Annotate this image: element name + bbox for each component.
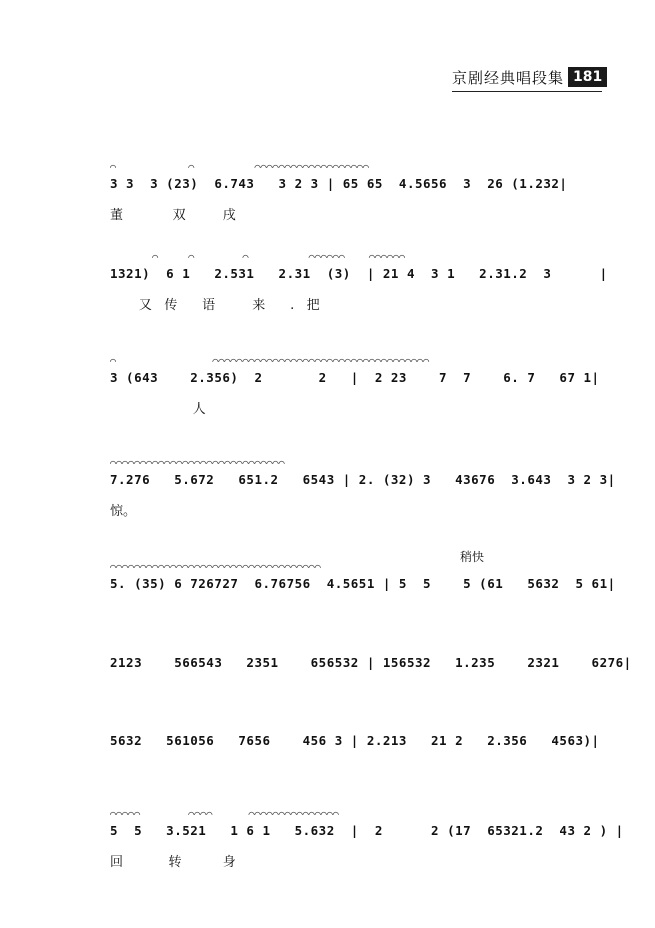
jianpu-notes: 5 5 3.521 1 6 1 5.632 | 2 2 (17 65321.2 43 2 ) | — [110, 823, 624, 838]
lyrics: 回 转 身 — [110, 855, 236, 870]
slur-marks: ⌒ ⌒⌒⌒⌒⌒⌒⌒⌒⌒⌒⌒⌒⌒⌒⌒⌒⌒⌒⌒⌒⌒⌒⌒⌒⌒⌒⌒⌒⌒⌒⌒⌒⌒⌒⌒⌒ — [110, 356, 430, 367]
lyrics: 董 双 戌 — [110, 208, 236, 223]
slur-marks: ⌒ ⌒ ⌒⌒⌒⌒⌒⌒⌒⌒⌒⌒⌒⌒⌒⌒⌒⌒⌒⌒⌒ — [110, 162, 369, 173]
tempo-mark: 稍快 — [460, 550, 485, 564]
slur-marks: ⌒⌒⌒⌒⌒ ⌒⌒⌒⌒ ⌒⌒⌒⌒⌒⌒⌒⌒⌒⌒⌒⌒⌒⌒⌒ — [110, 809, 339, 820]
jianpu-notes: 3 (643 2.356) 2 2 | 2 23 7 7 6. 7 67 1| — [110, 370, 600, 385]
lyrics: 惊。 — [110, 504, 137, 519]
slur-marks: ⌒⌒⌒⌒⌒⌒⌒⌒⌒⌒⌒⌒⌒⌒⌒⌒⌒⌒⌒⌒⌒⌒⌒⌒⌒⌒⌒⌒⌒⌒⌒⌒⌒⌒⌒ — [110, 562, 321, 573]
jianpu-notes: 5. (35) 6 726727 6.76756 4.5651 | 5 5 5 (61 5632 5 61| — [110, 576, 616, 591]
lyrics: 又 传 语 来 . 把 — [110, 298, 320, 313]
slur-marks: ⌒⌒⌒⌒⌒⌒⌒⌒⌒⌒⌒⌒⌒⌒⌒⌒⌒⌒⌒⌒⌒⌒⌒⌒⌒⌒⌒⌒⌒ — [110, 458, 285, 469]
jianpu-notes: 5632 561056 7656 456 3 | 2.213 21 2 2.356 4563)| — [110, 733, 600, 748]
book-title: 京剧经典唱段集 — [452, 68, 565, 87]
slur-marks: ⌒ ⌒ ⌒ ⌒⌒⌒⌒⌒⌒ ⌒⌒⌒⌒⌒⌒ — [110, 252, 406, 263]
jianpu-notes: 7.276 5.672 651.2 6543 | 2. (32) 3 43676 3.643 3 2 3| — [110, 472, 616, 487]
jianpu-notes: 3 3 3 (23) 6.743 3 2 3 | 65 65 4.5656 3 26 (1.232| — [110, 176, 568, 191]
page-number: 181 — [568, 67, 607, 87]
lyrics: 人 — [110, 402, 206, 417]
jianpu-notes: 2123 566543 2351 656532 | 156532 1.235 2321 6276| — [110, 655, 632, 670]
jianpu-notes: 1321) 6 1 2.531 2.31 (3) | 21 4 3 1 2.31.2 3 | — [110, 266, 608, 281]
header-rule — [452, 91, 602, 92]
page-header — [452, 64, 607, 90]
